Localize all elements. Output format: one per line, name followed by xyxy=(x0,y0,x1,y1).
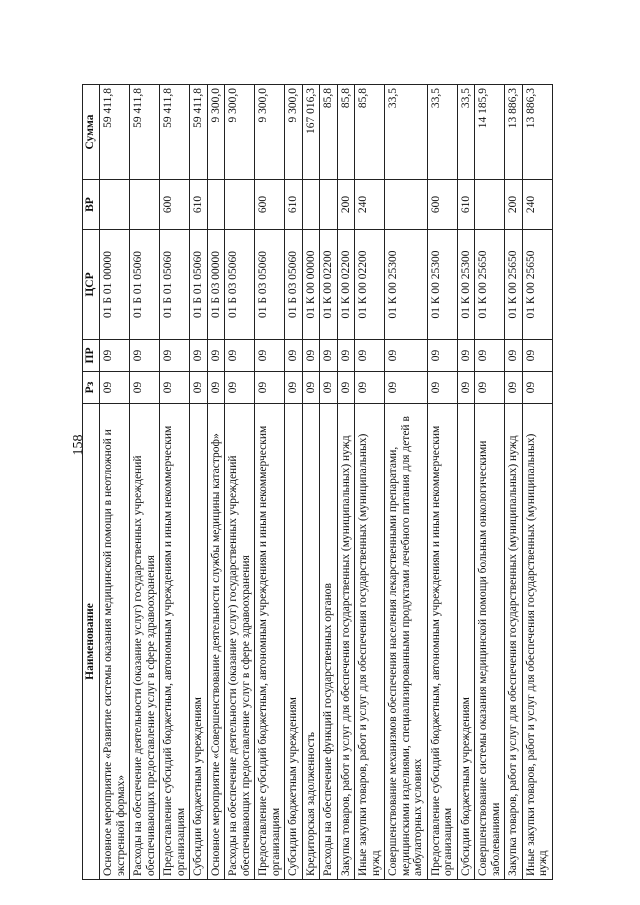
cell-csr: 01 Б 03 00000 xyxy=(207,230,225,340)
table-row xyxy=(505,85,523,880)
cell-sum: 33,5 xyxy=(457,85,475,180)
cell-csr: 01 Б 01 05060 xyxy=(190,230,208,340)
cell-sum: 33,5 xyxy=(385,85,428,180)
cell-name: Субсидии бюджетным учреждениям xyxy=(190,404,208,880)
cell-vr xyxy=(475,180,505,230)
cell-name: Совершенствование системы оказания медицинской помощи больным онкологическими заболеваниями xyxy=(475,404,505,880)
table-body xyxy=(100,85,553,880)
cell-vr: 600 xyxy=(255,180,285,230)
page-number: 158 xyxy=(71,434,86,456)
cell-name: Закупка товаров, работ и услуг для обеспечения государственных (муниципальных) нужд xyxy=(505,404,523,880)
cell-rz: 09 xyxy=(475,372,505,404)
cell-vr xyxy=(302,180,320,230)
cell-sum: 59 411,8 xyxy=(100,85,130,180)
cell-sum: 85,8 xyxy=(337,85,355,180)
cell-csr: 01 К 00 25300 xyxy=(457,230,475,340)
cell-vr xyxy=(225,180,255,230)
cell-vr xyxy=(207,180,225,230)
cell-pr: 09 xyxy=(337,340,355,372)
cell-name: Основное мероприятие «Развитие системы оказания медицинской помощи в неотложной и экстренной формах» xyxy=(100,404,130,880)
rotated-page-content xyxy=(82,85,558,880)
cell-sum: 14 185,9 xyxy=(475,85,505,180)
cell-rz: 09 xyxy=(385,372,428,404)
cell-pr: 09 xyxy=(320,340,338,372)
table-row xyxy=(385,85,428,880)
cell-csr: 01 К 00 02200 xyxy=(320,230,338,340)
cell-rz: 09 xyxy=(505,372,523,404)
cell-name: Субсидии бюджетным учреждениям xyxy=(285,404,303,880)
cell-name: Кредиторская задолженность xyxy=(302,404,320,880)
cell-sum: 9 300,0 xyxy=(285,85,303,180)
cell-rz: 09 xyxy=(207,372,225,404)
cell-sum: 13 886,3 xyxy=(505,85,523,180)
cell-pr: 09 xyxy=(457,340,475,372)
cell-rz: 09 xyxy=(355,372,385,404)
cell-name: Предоставление субсидий бюджетным, автономным учреждениям и иным некоммерческим организациям xyxy=(160,404,190,880)
cell-vr xyxy=(130,180,160,230)
cell-name: Расходы на обеспечение деятельности (оказание услуг) государственных учреждений обеспечивающих предоставление услуг в сфере здравоохранения xyxy=(225,404,255,880)
cell-vr xyxy=(320,180,338,230)
table-header-row xyxy=(83,85,100,880)
table-row xyxy=(355,85,385,880)
cell-csr: 01 Б 01 05060 xyxy=(160,230,190,340)
cell-vr xyxy=(385,180,428,230)
cell-rz: 09 xyxy=(100,372,130,404)
cell-sum: 9 300,0 xyxy=(255,85,285,180)
cell-sum: 33,5 xyxy=(427,85,457,180)
cell-csr: 01 Б 01 00000 xyxy=(100,230,130,340)
cell-name: Иные закупки товаров, работ и услуг для обеспечения государственных (муниципальных) нужд xyxy=(522,404,552,880)
table-row xyxy=(285,85,303,880)
cell-csr: 01 Б 01 05060 xyxy=(130,230,160,340)
cell-sum: 167 016,3 xyxy=(302,85,320,180)
table-row xyxy=(427,85,457,880)
header-pr: ПР xyxy=(83,340,100,372)
cell-sum: 9 300,0 xyxy=(225,85,255,180)
cell-name: Закупка товаров, работ и услуг для обеспечения государственных (муниципальных) нужд xyxy=(337,404,355,880)
cell-sum: 59 411,8 xyxy=(130,85,160,180)
cell-sum: 13 886,3 xyxy=(522,85,552,180)
table-row xyxy=(190,85,208,880)
cell-csr: 01 К 00 02200 xyxy=(337,230,355,340)
cell-name: Субсидии бюджетным учреждениям xyxy=(457,404,475,880)
header-rz: Рз xyxy=(83,372,100,404)
cell-csr: 01 Б 03 05060 xyxy=(225,230,255,340)
cell-rz: 09 xyxy=(337,372,355,404)
cell-csr: 01 Б 03 05060 xyxy=(285,230,303,340)
cell-rz: 09 xyxy=(457,372,475,404)
table-row xyxy=(255,85,285,880)
cell-rz: 09 xyxy=(427,372,457,404)
cell-name: Иные закупки товаров, работ и услуг для обеспечения государственных (муниципальных) нужд xyxy=(355,404,385,880)
cell-pr: 09 xyxy=(475,340,505,372)
header-name: Наименование xyxy=(83,404,100,880)
cell-pr: 09 xyxy=(130,340,160,372)
cell-name: Предоставление субсидий бюджетным, автономным учреждениям и иным некоммерческим организациям xyxy=(255,404,285,880)
cell-pr: 09 xyxy=(427,340,457,372)
cell-rz: 09 xyxy=(160,372,190,404)
cell-rz: 09 xyxy=(522,372,552,404)
cell-csr: 01 К 00 25300 xyxy=(427,230,457,340)
cell-rz: 09 xyxy=(130,372,160,404)
budget-table xyxy=(82,84,553,880)
cell-rz: 09 xyxy=(285,372,303,404)
cell-sum: 59 411,8 xyxy=(160,85,190,180)
table-row xyxy=(160,85,190,880)
cell-vr: 240 xyxy=(355,180,385,230)
cell-pr: 09 xyxy=(505,340,523,372)
cell-name: Основное мероприятие «Совершенствование деятельности службы медицины катастроф» xyxy=(207,404,225,880)
table-row xyxy=(522,85,552,880)
cell-rz: 09 xyxy=(255,372,285,404)
cell-vr xyxy=(100,180,130,230)
cell-vr: 200 xyxy=(337,180,355,230)
cell-rz: 09 xyxy=(225,372,255,404)
cell-sum: 85,8 xyxy=(320,85,338,180)
cell-sum: 59 411,8 xyxy=(190,85,208,180)
cell-csr: 01 Б 03 05060 xyxy=(255,230,285,340)
table-row xyxy=(457,85,475,880)
cell-rz: 09 xyxy=(190,372,208,404)
cell-csr: 01 К 00 25650 xyxy=(522,230,552,340)
cell-csr: 01 К 00 25650 xyxy=(505,230,523,340)
cell-sum: 9 300,0 xyxy=(207,85,225,180)
cell-csr: 01 К 00 25300 xyxy=(385,230,428,340)
cell-csr: 01 К 00 25650 xyxy=(475,230,505,340)
cell-pr: 09 xyxy=(255,340,285,372)
cell-pr: 09 xyxy=(225,340,255,372)
cell-vr: 610 xyxy=(285,180,303,230)
cell-pr: 09 xyxy=(285,340,303,372)
cell-pr: 09 xyxy=(100,340,130,372)
cell-vr: 610 xyxy=(190,180,208,230)
cell-vr: 600 xyxy=(427,180,457,230)
cell-pr: 09 xyxy=(160,340,190,372)
cell-vr: 610 xyxy=(457,180,475,230)
cell-rz: 09 xyxy=(320,372,338,404)
table-row xyxy=(320,85,338,880)
table-row xyxy=(130,85,160,880)
cell-pr: 09 xyxy=(190,340,208,372)
cell-vr: 600 xyxy=(160,180,190,230)
table-row xyxy=(337,85,355,880)
cell-vr: 240 xyxy=(522,180,552,230)
cell-pr: 09 xyxy=(385,340,428,372)
cell-name: Расходы на обеспечение деятельности (оказание услуг) государственных учреждений обеспечивающих предоставление услуг в сфере здравоохранения xyxy=(130,404,160,880)
cell-sum: 85,8 xyxy=(355,85,385,180)
cell-pr: 09 xyxy=(522,340,552,372)
cell-csr: 01 К 00 00000 xyxy=(302,230,320,340)
cell-name: Совершенствование механизмов обеспечения населения лекарственными препаратами, медицинскими изделиями, специализированными продуктами лечебного питания для детей в амбулаторных условиях xyxy=(385,404,428,880)
header-vr: ВР xyxy=(83,180,100,230)
table-row xyxy=(302,85,320,880)
cell-csr: 01 К 00 02200 xyxy=(355,230,385,340)
header-sum: Сумма xyxy=(83,85,100,180)
cell-name: Расходы на обеспечение функций государственных органов xyxy=(320,404,338,880)
cell-pr: 09 xyxy=(207,340,225,372)
cell-pr: 09 xyxy=(355,340,385,372)
cell-vr: 200 xyxy=(505,180,523,230)
table-row xyxy=(475,85,505,880)
cell-name: Предоставление субсидий бюджетным, автономным учреждениям и иным некоммерческим организациям xyxy=(427,404,457,880)
cell-pr: 09 xyxy=(302,340,320,372)
header-csr: ЦСР xyxy=(83,230,100,340)
cell-rz: 09 xyxy=(302,372,320,404)
table-row xyxy=(100,85,130,880)
table-row xyxy=(225,85,255,880)
table-row xyxy=(207,85,225,880)
